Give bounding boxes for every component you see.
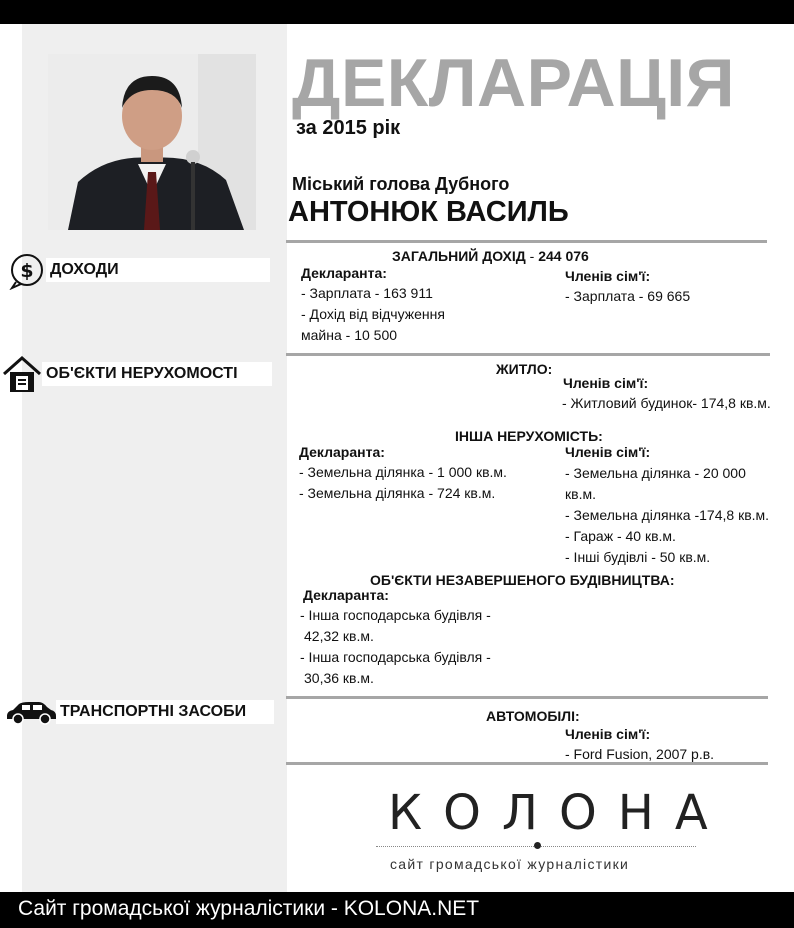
income-declarant-header: Декларанта: — [301, 265, 387, 281]
page-title: ДЕКЛАРАЦІЯ — [292, 45, 736, 121]
other-property-declarant-item: - Земельна ділянка - 724 кв.м. — [299, 485, 496, 501]
income-family-header: Членів сім'ї: — [565, 268, 651, 284]
other-property-family-header: Членів сім'ї: — [565, 444, 651, 460]
housing-header: ЖИТЛО: — [496, 361, 553, 377]
sidebar-item-income: ДОХОДИ — [46, 258, 270, 282]
other-property-family-item: - Земельна ділянка - 20 000 — [565, 465, 746, 481]
housing-family-header: Членів сім'ї: — [563, 375, 649, 391]
logo-wordmark: КОЛОНА — [388, 785, 729, 841]
other-property-declarant-header: Декларанта: — [299, 444, 385, 460]
other-property-family-item: кв.м. — [565, 486, 596, 502]
divider-income-top — [286, 240, 767, 243]
income-declarant-item: майна - 10 500 — [301, 327, 398, 343]
unfinished-declarant-item: 42,32 кв.м. — [304, 628, 374, 644]
logo-dot — [534, 842, 541, 849]
vehicles-header: АВТОМОБІЛІ: — [486, 708, 580, 724]
sidebar-item-property: ОБ'ЄКТИ НЕРУХОМОСТІ — [42, 362, 272, 386]
other-property-header: ІНША НЕРУХОМІСТЬ: — [455, 428, 603, 444]
official-position: Міський голова Дубного — [292, 174, 510, 194]
official-name: АНТОНЮК ВАСИЛЬ — [288, 196, 569, 228]
other-property-family-item: - Земельна ділянка -174,8 кв.м. — [565, 507, 770, 523]
vehicles-family-header: Членів сім'ї: — [565, 726, 651, 742]
top-bar — [0, 0, 794, 24]
income-total — [392, 246, 589, 267]
income-declarant-item: - Дохід від відчуження — [301, 306, 445, 322]
car-icon — [5, 700, 57, 731]
logo-subtitle: сайт громадської журналістики — [390, 856, 630, 872]
income-declarant-item: - Зарплата - 163 911 — [301, 285, 433, 301]
unfinished-declarant-item: - Інша господарська будівля - — [300, 607, 491, 623]
portrait-photo — [48, 54, 256, 230]
income-total-label: ЗАГАЛЬНИЙ ДОХІД — [392, 248, 526, 264]
other-property-family-item: - Гараж - 40 кв.м. — [565, 528, 676, 544]
declaration-year: за 2015 рік — [296, 117, 401, 139]
divider-transport-top — [286, 696, 768, 699]
other-property-declarant-item: - Земельна ділянка - 1 000 кв.м. — [299, 464, 507, 480]
income-total-dash: - — [525, 248, 539, 264]
vehicles-family-item: - Ford Fusion, 2007 р.в. — [565, 746, 715, 762]
dollar-icon — [8, 252, 46, 295]
unfinished-declarant-header: Декларанта: — [303, 587, 389, 603]
income-total-value: 244 076 — [538, 248, 589, 264]
unfinished-declarant-item: 30,36 кв.м. — [304, 670, 374, 686]
unfinished-header: ОБ'ЄКТИ НЕЗАВЕРШЕНОГО БУДІВНИЦТВА: — [370, 572, 675, 588]
other-property-family-item: - Інші будівлі - 50 кв.м. — [565, 549, 711, 565]
divider-property-top — [286, 353, 770, 356]
sidebar-item-transport: ТРАНСПОРТНІ ЗАСОБИ — [56, 700, 274, 724]
footer-text: Сайт громадської журналістики - KOLONA.NET — [18, 897, 480, 920]
income-family-item: - Зарплата - 69 665 — [565, 288, 691, 304]
housing-family-item: - Житловий будинок- 174,8 кв.м. — [562, 395, 771, 411]
unfinished-declarant-item: - Інша господарська будівля - — [300, 649, 491, 665]
house-icon — [2, 354, 42, 399]
svg-text:$: $ — [20, 260, 34, 282]
